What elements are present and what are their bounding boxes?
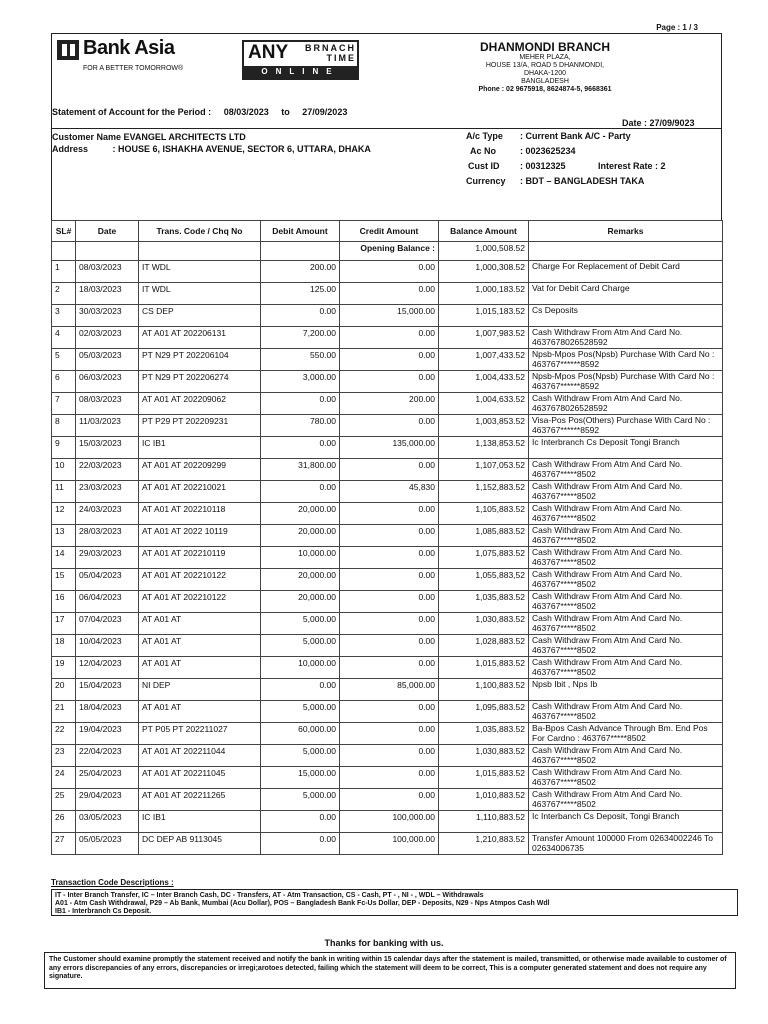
- cell-date: 29/03/2023: [76, 547, 139, 569]
- cell-remarks: Cash Withdraw From Atm And Card No. 463767*****8502: [529, 767, 723, 789]
- cell-sl: 20: [52, 679, 76, 701]
- page-number: Page : 1 / 3: [656, 23, 698, 32]
- cell-date: 07/04/2023: [76, 613, 139, 635]
- cell-remarks: Cash Withdraw From Atm And Card No. 463767*****8502: [529, 613, 723, 635]
- bank-asia-logo-icon: [57, 40, 79, 60]
- ac-no-label: Ac No: [470, 146, 497, 156]
- cell-remarks: Cash Withdraw From Atm And Card No. 463767*****8502: [529, 789, 723, 811]
- cell-date: 02/03/2023: [76, 327, 139, 349]
- customer-info: [52, 131, 371, 155]
- cell-date: 05/05/2023: [76, 833, 139, 855]
- cell-credit: 0.00: [340, 569, 439, 591]
- cell-debit: 20,000.00: [261, 591, 340, 613]
- cell-credit: 0.00: [340, 591, 439, 613]
- cell-date: 08/03/2023: [76, 393, 139, 415]
- cell-code: NI DEP: [139, 679, 261, 701]
- cell-debit: 10,000.00: [261, 547, 340, 569]
- col-sl: SL#: [52, 221, 76, 242]
- cell-code: PT P29 PT 202209231: [139, 415, 261, 437]
- cell-sl: 17: [52, 613, 76, 635]
- cell-date: 30/03/2023: [76, 305, 139, 327]
- cell-code: AT A01 AT: [139, 657, 261, 679]
- table-row: [52, 789, 723, 811]
- cell-remarks: Cash Withdraw From Atm And Card No. 463767*****8502: [529, 459, 723, 481]
- table-row: [52, 569, 723, 591]
- cell-balance: 1,100,883.52: [439, 679, 529, 701]
- cell-date: 06/04/2023: [76, 591, 139, 613]
- branch-block: [440, 40, 650, 93]
- cell-date: 24/03/2023: [76, 503, 139, 525]
- cell-sl: 5: [52, 349, 76, 371]
- cell-date: 22/04/2023: [76, 745, 139, 767]
- cell-code: PT N29 PT 202206274: [139, 371, 261, 393]
- cell-debit: 780.00: [261, 415, 340, 437]
- cell-balance: 1,004,433.52: [439, 371, 529, 393]
- anytime-bottom: ONLINE: [244, 66, 357, 78]
- cell-credit: 100,000.00: [340, 833, 439, 855]
- cell-balance: 1,028,883.52: [439, 635, 529, 657]
- thanks-message: Thanks for banking with us.: [324, 938, 444, 948]
- cell-credit: 0.00: [340, 547, 439, 569]
- cell-date: 19/04/2023: [76, 723, 139, 745]
- table-row: [52, 437, 723, 459]
- cell-balance: 1,030,883.52: [439, 613, 529, 635]
- col-credit: Credit Amount: [340, 221, 439, 242]
- cell-debit: 0.00: [261, 305, 340, 327]
- cell-sl: 23: [52, 745, 76, 767]
- cell-credit: 0.00: [340, 789, 439, 811]
- cell-sl: 1: [52, 261, 76, 283]
- table-row: [52, 745, 723, 767]
- interest-rate: Interest Rate : 2: [598, 161, 666, 171]
- cell-code: AT A01 AT 202211265: [139, 789, 261, 811]
- cell-remarks: Visa-Pos Pos(Others) Purchase With Card No : 463767******8592: [529, 415, 723, 437]
- cell-remarks: Ic Interbranch Cs Deposit Tongi Branch: [529, 437, 723, 459]
- cell-debit: 0.00: [261, 437, 340, 459]
- cell-code: AT A01 AT 202210122: [139, 591, 261, 613]
- period-from: 08/03/2023: [223, 107, 269, 117]
- cell-code: IC IB1: [139, 437, 261, 459]
- cell-balance: 1,095,883.52: [439, 701, 529, 723]
- cell-remarks: Cash Withdraw From Atm And Card No. 4637678026528592: [529, 327, 723, 349]
- codes-line-3: IB1 - Interbranch Cs Deposit.: [55, 908, 152, 915]
- cell-debit: 0.00: [261, 481, 340, 503]
- cell-date: 03/05/2023: [76, 811, 139, 833]
- cell-remarks: Cash Withdraw From Atm And Card No. 463767*****8502: [529, 701, 723, 723]
- cell-credit: 0.00: [340, 745, 439, 767]
- anytime-top: [302, 43, 356, 63]
- table-row: [52, 613, 723, 635]
- cell-debit: 0.00: [261, 393, 340, 415]
- cell-debit: 15,000.00: [261, 767, 340, 789]
- cell-code: AT A01 AT: [139, 635, 261, 657]
- cell-code: AT A01 AT 202210119: [139, 547, 261, 569]
- cell-remarks: Cash Withdraw From Atm And Card No. 463767*****8502: [529, 525, 723, 547]
- cell-remarks: Ba-Bpos Cash Advance Through Bm. End Pos For Cardno : 463767*****8502: [529, 723, 723, 745]
- branch-address-2: HOUSE 13/A, ROAD 5 DHANMONDI,: [485, 62, 605, 69]
- cell-credit: 45,830: [340, 481, 439, 503]
- cell-remarks: Cash Withdraw From Atm And Card No. 463767*****8502: [529, 481, 723, 503]
- cell-credit: 0.00: [340, 327, 439, 349]
- cell-code: AT A01 AT 202209299: [139, 459, 261, 481]
- cell-code: AT A01 AT 202210122: [139, 569, 261, 591]
- opening-balance-row: [52, 242, 723, 261]
- table-row: [52, 525, 723, 547]
- codes-title: Transaction Code Descriptions :: [51, 878, 174, 887]
- cell-debit: 125.00: [261, 283, 340, 305]
- table-row: [52, 371, 723, 393]
- period-to-word: to: [281, 107, 290, 117]
- table-row: [52, 635, 723, 657]
- cell-date: 15/04/2023: [76, 679, 139, 701]
- table-row: [52, 679, 723, 701]
- statement-date: Date : 27/09/9023: [622, 118, 695, 128]
- cell-debit: 3,000.00: [261, 371, 340, 393]
- cell-balance: 1,004,633.52: [439, 393, 529, 415]
- cell-debit: 550.00: [261, 349, 340, 371]
- cell-sl: 13: [52, 525, 76, 547]
- col-date: Date: [76, 221, 139, 242]
- cell-remarks: Cash Withdraw From Atm And Card No. 463767*****8502: [529, 569, 723, 591]
- cell-balance: 1,010,883.52: [439, 789, 529, 811]
- cell-code: AT A01 AT 202211044: [139, 745, 261, 767]
- cell-credit: 0.00: [340, 371, 439, 393]
- cell-code: IT WDL: [139, 283, 261, 305]
- cell-remarks: Npsb Ibit , Nps Ib: [529, 679, 723, 701]
- cell-sl: 3: [52, 305, 76, 327]
- period-to: 27/09/2023: [302, 107, 348, 117]
- cell-debit: 20,000.00: [261, 525, 340, 547]
- cell-date: 18/04/2023: [76, 701, 139, 723]
- cell-remarks: Npsb-Mpos Pos(Npsb) Purchase With Card No : 463767******8592: [529, 349, 723, 371]
- cell-balance: 1,000,308.52: [439, 261, 529, 283]
- codes-line-2: A01 - Atm Cash Withdrawal, P29 – Ab Bank, Mumbai (Acu Dollar), POS – Bangladesh Bank Fc-Us Dollar, DEP - Deposits, N29 - Nps Atmpos Cash Wdl: [55, 900, 550, 907]
- cell-credit: 0.00: [340, 701, 439, 723]
- cell-credit: 0.00: [340, 415, 439, 437]
- cell-code: AT A01 AT 202210021: [139, 481, 261, 503]
- cell-remarks: Cash Withdraw From Atm And Card No. 463767*****8502: [529, 591, 723, 613]
- cell-credit: 0.00: [340, 657, 439, 679]
- cell-date: 28/03/2023: [76, 525, 139, 547]
- cell-debit: 5,000.00: [261, 701, 340, 723]
- cell-remarks: Vat for Debit Card Charge: [529, 283, 723, 305]
- table-row: [52, 415, 723, 437]
- codes-box: [51, 889, 738, 916]
- table-row: [52, 459, 723, 481]
- col-code: Trans. Code / Chq No: [139, 221, 261, 242]
- cell-balance: 1,030,883.52: [439, 745, 529, 767]
- cell-date: 06/03/2023: [76, 371, 139, 393]
- cell-sl: 22: [52, 723, 76, 745]
- cell-code: PT N29 PT 202206104: [139, 349, 261, 371]
- cell-debit: 20,000.00: [261, 569, 340, 591]
- cell-code: AT A01 AT 202211045: [139, 767, 261, 789]
- cell-debit: 5,000.00: [261, 789, 340, 811]
- disclaimer-notice: The Customer should examine promptly the statement received and notify the bank in writing within 15 calendar days after the statement is mailed, transmitted, or otherwise made available to customer of any errors discrepancies of any errors, discrepancies or irregi;arotoes detected, failing which the statement will deem to be correct, This is a computer generated statement and does not require any signature.: [44, 952, 736, 989]
- cell-balance: 1,085,883.52: [439, 525, 529, 547]
- table-row: [52, 811, 723, 833]
- cell-credit: 15,000.00: [340, 305, 439, 327]
- cell-code: AT A01 AT 2022 10119: [139, 525, 261, 547]
- cell-debit: 200.00: [261, 261, 340, 283]
- customer-address: : HOUSE 6, ISHAKHA AVENUE, SECTOR 6, UTTARA, DHAKA: [112, 144, 371, 154]
- table-row: [52, 701, 723, 723]
- col-debit: Debit Amount: [261, 221, 340, 242]
- cell-date: 29/04/2023: [76, 789, 139, 811]
- cell-code: AT A01 AT 202210118: [139, 503, 261, 525]
- cell-balance: 1,152,883.52: [439, 481, 529, 503]
- cell-code: DC DEP AB 9113045: [139, 833, 261, 855]
- cell-remarks: Cs Deposits: [529, 305, 723, 327]
- cell-credit: 0.00: [340, 261, 439, 283]
- cell-sl: 15: [52, 569, 76, 591]
- cell-credit: 0.00: [340, 635, 439, 657]
- cell-date: 05/03/2023: [76, 349, 139, 371]
- cell-sl: 12: [52, 503, 76, 525]
- cell-code: IC IB1: [139, 811, 261, 833]
- col-balance: Balance Amount: [439, 221, 529, 242]
- table-row: [52, 767, 723, 789]
- cell-balance: 1,055,883,52: [439, 569, 529, 591]
- table-row: [52, 481, 723, 503]
- table-row: [52, 305, 723, 327]
- cell-debit: 0.00: [261, 811, 340, 833]
- branch-address-4: BANGLADESH: [521, 78, 569, 85]
- cell-credit: 0.00: [340, 459, 439, 481]
- cell-sl: 11: [52, 481, 76, 503]
- ac-type-label: A/c Type: [466, 131, 503, 141]
- cell-remarks: Ic Interbanch Cs Deposit, Tongi Branch: [529, 811, 723, 833]
- cell-balance: 1,015,883.52: [439, 657, 529, 679]
- cell-balance: 1,003,853.52: [439, 415, 529, 437]
- cell-date: 11/03/2023: [76, 415, 139, 437]
- table-row: [52, 393, 723, 415]
- table-row: [52, 657, 723, 679]
- cell-date: 12/04/2023: [76, 657, 139, 679]
- table-row: [52, 503, 723, 525]
- cell-balance: 1,000,183.52: [439, 283, 529, 305]
- cell-code: AT A01 AT 202206131: [139, 327, 261, 349]
- table-row: [52, 547, 723, 569]
- table-row: [52, 723, 723, 745]
- opening-value: 1,000,508.52: [439, 242, 529, 261]
- anytime-online-logo: [242, 40, 359, 80]
- customer-name: EVANGEL ARCHITECTS LTD: [123, 132, 246, 142]
- cell-sl: 4: [52, 327, 76, 349]
- anytime-any: ANY: [248, 42, 289, 63]
- cell-balance: 1,138,853.52: [439, 437, 529, 459]
- cell-date: 08/03/2023: [76, 261, 139, 283]
- cell-code: AT A01 AT 202209062: [139, 393, 261, 415]
- cell-credit: 0.00: [340, 767, 439, 789]
- cell-date: 15/03/2023: [76, 437, 139, 459]
- cell-credit: 0.00: [340, 525, 439, 547]
- cell-credit: 0.00: [340, 503, 439, 525]
- cell-credit: 85,000.00: [340, 679, 439, 701]
- codes-line-1: IT - Inter Branch Transfer, IC – Inter Branch Cash, DC - Transfers, AT - Atm Transaction, CS - Cash, PT - , NI - , WDL – Withdrawals: [55, 892, 484, 899]
- cell-remarks: Cash Withdraw From Atm And Card No. 463767*****8502: [529, 745, 723, 767]
- cell-debit: 7,200.00: [261, 327, 340, 349]
- cell-date: 18/03/2023: [76, 283, 139, 305]
- cell-code: IT WDL: [139, 261, 261, 283]
- cust-id: : 00312325: [520, 161, 566, 171]
- cell-credit: 0.00: [340, 613, 439, 635]
- col-remarks: Remarks: [529, 221, 723, 242]
- cell-credit: 135,000.00: [340, 437, 439, 459]
- customer-name-label: Customer Name: [52, 132, 122, 142]
- cell-sl: 26: [52, 811, 76, 833]
- cell-balance: 1,105,883.52: [439, 503, 529, 525]
- cell-credit: 200.00: [340, 393, 439, 415]
- cell-balance: 1,015,183.52: [439, 305, 529, 327]
- cell-date: 10/04/2023: [76, 635, 139, 657]
- cell-sl: 10: [52, 459, 76, 481]
- branch-phone: Phone : 02 9675918, 8624874-5, 9668361: [478, 86, 612, 93]
- cell-remarks: Cash Withdraw From Atm And Card No. 463767*****8502: [529, 503, 723, 525]
- cell-balance: 1,035,883.52: [439, 723, 529, 745]
- cell-debit: 60,000.00: [261, 723, 340, 745]
- table-header-row: [52, 221, 723, 242]
- cell-sl: 8: [52, 415, 76, 437]
- cell-date: 05/04/2023: [76, 569, 139, 591]
- cell-remarks: Cash Withdraw From Atm And Card No. 463767*****8502: [529, 657, 723, 679]
- cell-sl: 14: [52, 547, 76, 569]
- cell-debit: 5,000.00: [261, 745, 340, 767]
- cell-sl: 24: [52, 767, 76, 789]
- table-row: [52, 833, 723, 855]
- statement-period: [52, 107, 357, 117]
- cell-sl: 21: [52, 701, 76, 723]
- cell-balance: 1,015,883.52: [439, 767, 529, 789]
- cust-id-label: Cust ID: [468, 161, 500, 171]
- transactions-table: [51, 220, 723, 855]
- cell-debit: 31,800.00: [261, 459, 340, 481]
- cell-debit: 5,000.00: [261, 635, 340, 657]
- bank-logo: [57, 37, 187, 80]
- cell-credit: 100,000.00: [340, 811, 439, 833]
- table-row: [52, 327, 723, 349]
- branch-address-3: DHAKA-1200: [523, 70, 567, 77]
- branch-title: DHANMONDI BRANCH: [480, 40, 610, 54]
- cell-balance: 1,007,983.52: [439, 327, 529, 349]
- cell-balance: 1,075,883.52: [439, 547, 529, 569]
- cell-sl: 19: [52, 657, 76, 679]
- cell-sl: 7: [52, 393, 76, 415]
- cell-sl: 2: [52, 283, 76, 305]
- bank-name: Bank Asia: [83, 37, 175, 59]
- cell-date: 23/03/2023: [76, 481, 139, 503]
- ac-type: : Current Bank A/C - Party: [520, 131, 631, 141]
- cell-remarks: Npsb-Mpos Pos(Npsb) Purchase With Card No : 463767******8592: [529, 371, 723, 393]
- cell-balance: 1,210,883.52: [439, 833, 529, 855]
- cell-remarks: Cash Withdraw From Atm And Card No. 463767*****8502: [529, 547, 723, 569]
- currency: : BDT – BANGLADESH TAKA: [520, 176, 645, 186]
- cell-code: CS DEP: [139, 305, 261, 327]
- currency-label: Currency: [466, 176, 506, 186]
- opening-label: Opening Balance :: [340, 242, 439, 261]
- cell-sl: 27: [52, 833, 76, 855]
- cell-sl: 18: [52, 635, 76, 657]
- account-info: [466, 129, 666, 189]
- table-row: [52, 261, 723, 283]
- cell-credit: 0.00: [340, 283, 439, 305]
- table-row: [52, 349, 723, 371]
- cell-debit: 20,000.00: [261, 503, 340, 525]
- cell-balance: 1,107,053.52: [439, 459, 529, 481]
- branch-address-1: MEHER PLAZA,: [519, 54, 571, 61]
- cell-sl: 25: [52, 789, 76, 811]
- cell-balance: 1,035,883.52: [439, 591, 529, 613]
- cell-date: 25/04/2023: [76, 767, 139, 789]
- cell-sl: 6: [52, 371, 76, 393]
- cell-code: AT A01 AT: [139, 701, 261, 723]
- ac-no: : 0023625234: [520, 146, 576, 156]
- cell-remarks: Cash Withdraw From Atm And Card No. 4637678026528592: [529, 393, 723, 415]
- table-row: [52, 591, 723, 613]
- address-label: Address: [52, 144, 89, 154]
- cell-debit: 0.00: [261, 833, 340, 855]
- cell-balance: 1,110,883.52: [439, 811, 529, 833]
- period-label: Statement of Account for the Period :: [52, 107, 212, 117]
- table-row: [52, 283, 723, 305]
- cell-debit: 5,000.00: [261, 613, 340, 635]
- bank-tagline: FOR A BETTER TOMORROW®: [83, 65, 184, 72]
- cell-remarks: Transfer Amount 100000 From 02634002246 To 02634006735: [529, 833, 723, 855]
- cell-debit: 10,000.00: [261, 657, 340, 679]
- cell-sl: 16: [52, 591, 76, 613]
- cell-date: 22/03/2023: [76, 459, 139, 481]
- cell-balance: 1,007,433.52: [439, 349, 529, 371]
- cell-credit: 0.00: [340, 349, 439, 371]
- cell-sl: 9: [52, 437, 76, 459]
- anytime-mid-text: TIME: [326, 53, 356, 63]
- cell-remarks: Cash Withdraw From Atm And Card No. 463767*****8502: [529, 635, 723, 657]
- cell-debit: 0.00: [261, 679, 340, 701]
- anytime-top-text: BRNACH: [305, 43, 356, 53]
- cell-remarks: Charge For Replacement of Debit Card: [529, 261, 723, 283]
- cell-code: AT A01 AT: [139, 613, 261, 635]
- cell-credit: 0.00: [340, 723, 439, 745]
- cell-code: PT P05 PT 202211027: [139, 723, 261, 745]
